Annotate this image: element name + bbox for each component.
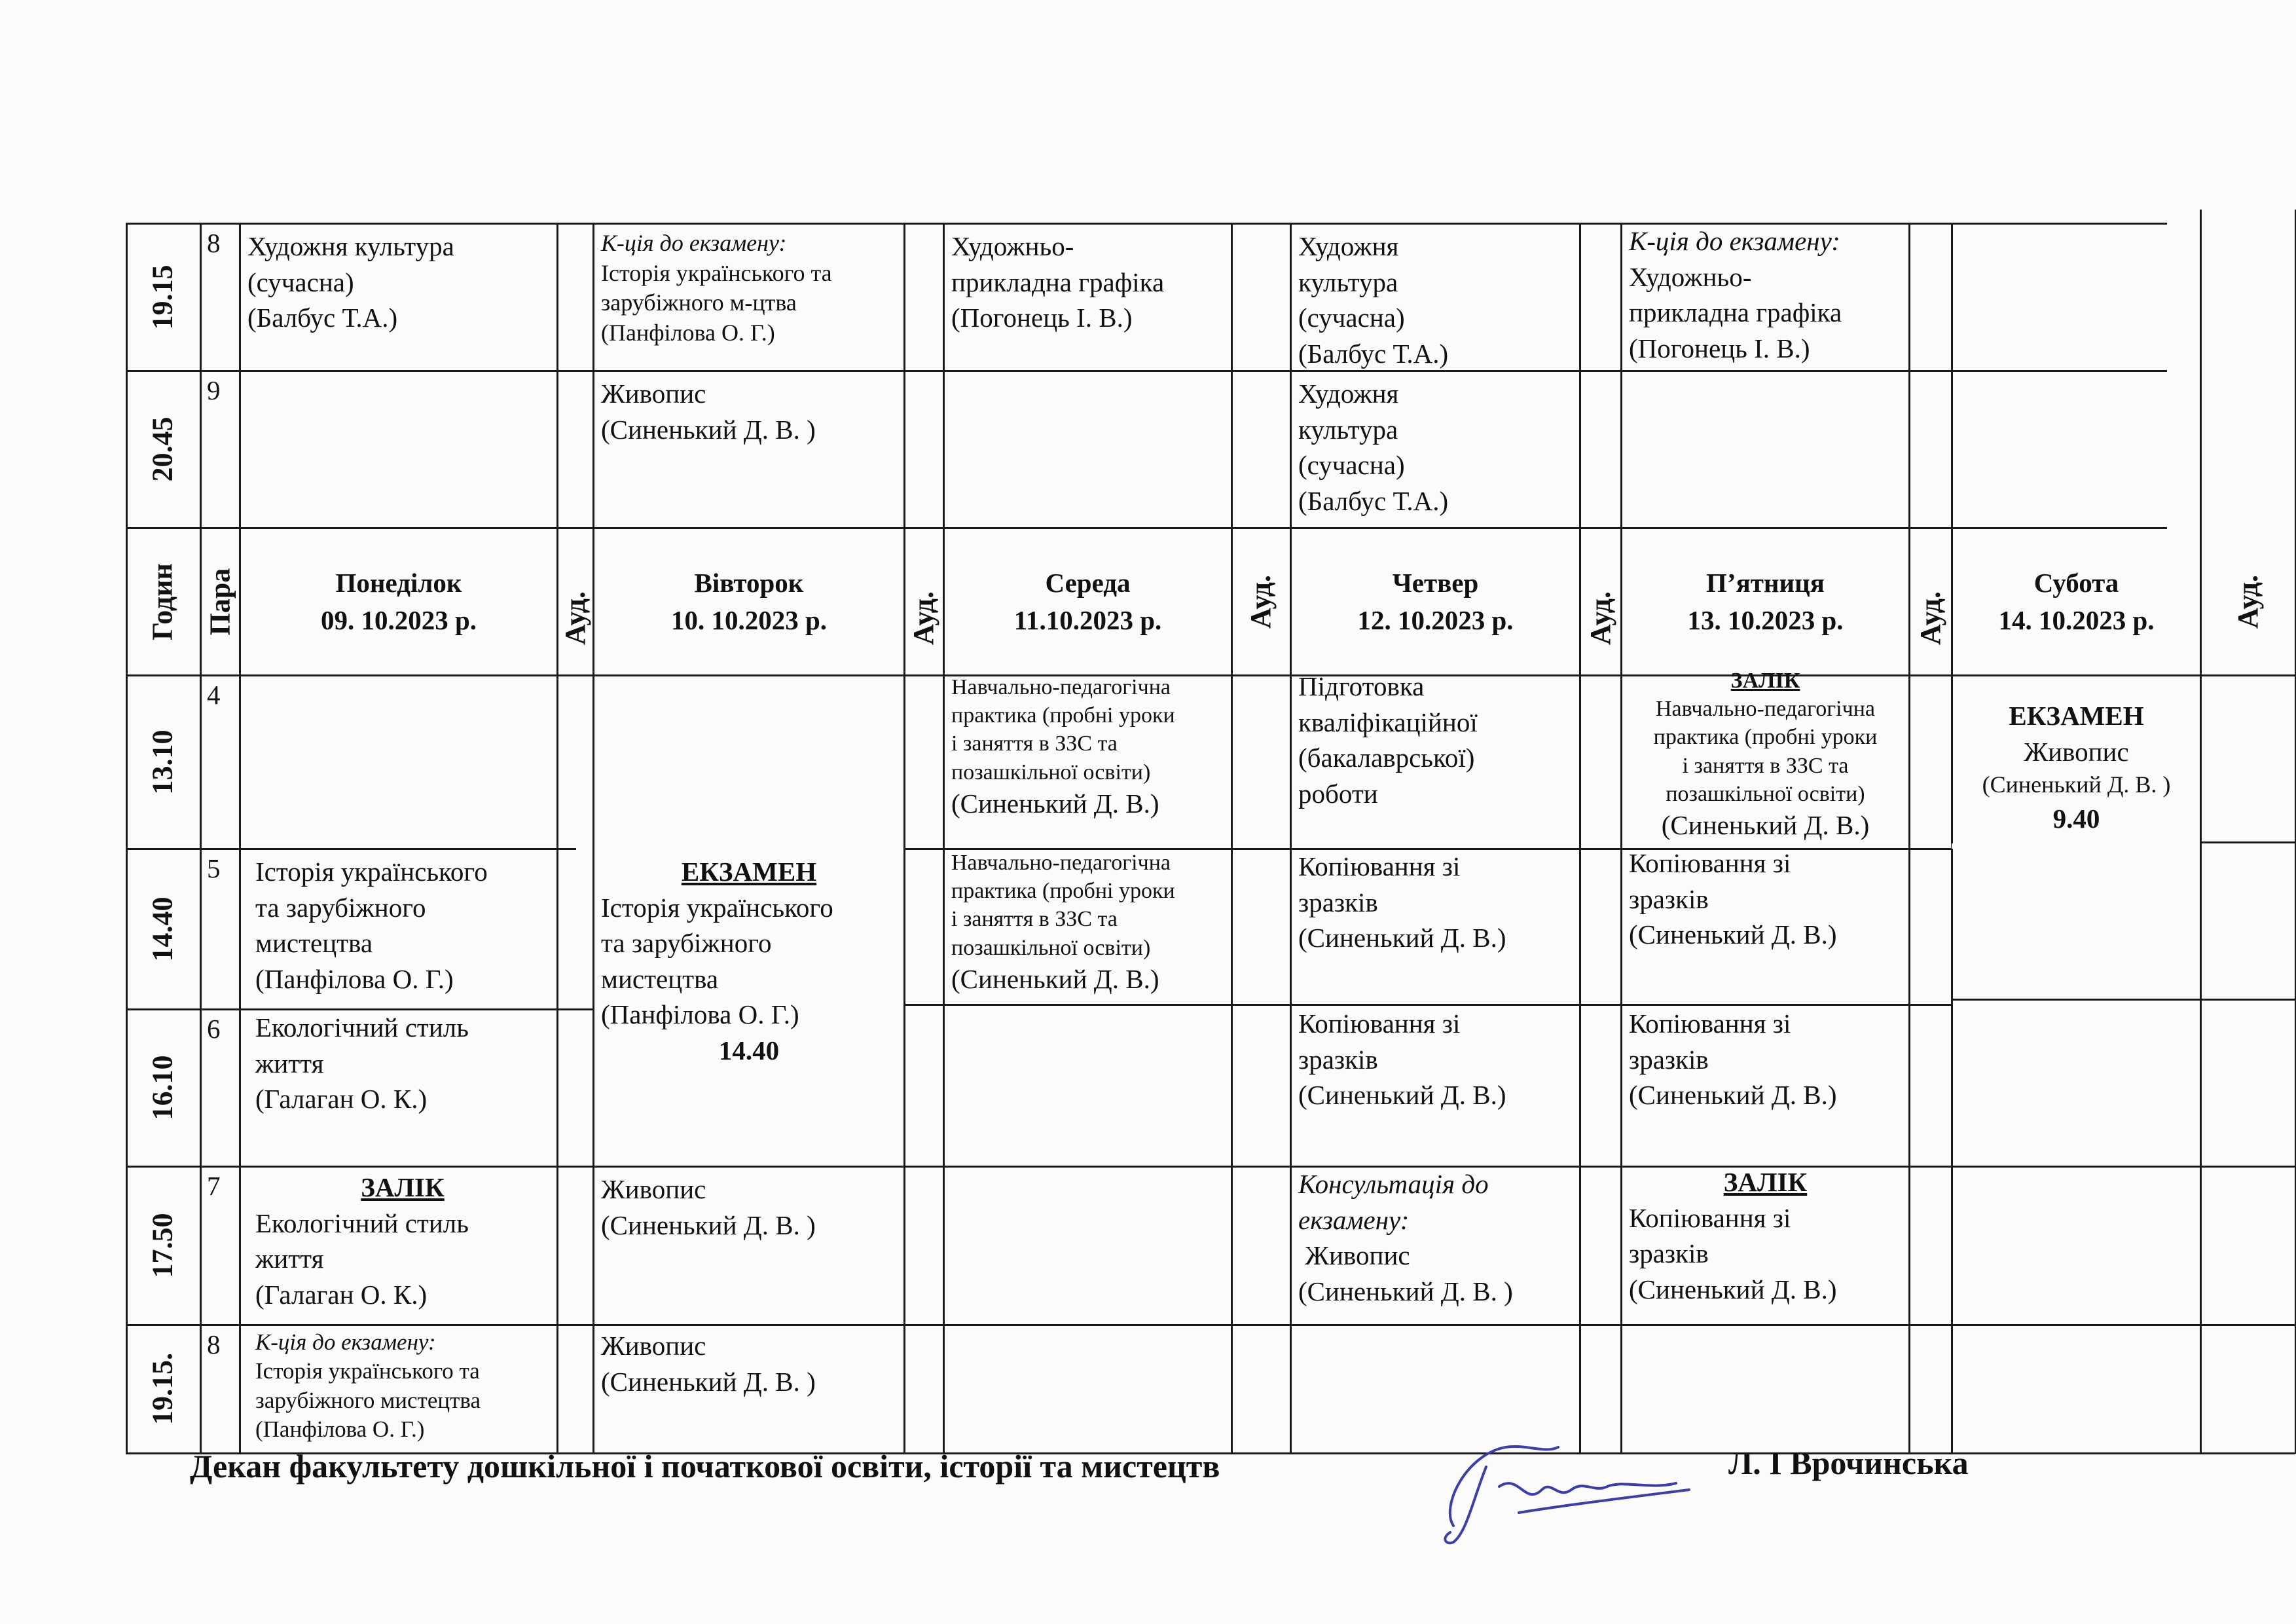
tuesday-lesson: Живопис (Синенький Д. В. ) [601,1174,816,1240]
monday-lesson: Художня культура (сучасна) (Балбус Т.А.) [247,231,454,333]
pair-number: 4 [207,680,221,710]
monday-lesson: Екологічний стиль життя (Галаган О. К.) [255,1012,469,1115]
friday-lesson: К-ція до екзамену: Художньо- прикладна графіка (Погонець І. В.) [1629,226,1842,363]
thursday-consultation: Консультація до екзамену: Живопис (Синенький Д. В. ) [1298,1169,1513,1306]
saturday-exam: ЕКЗАМЕН Живопис (Синенький Д. В. ) 9.40 [1982,701,2171,834]
friday-zalik: ЗАЛІК Навчально-педагогічна практика (пробні уроки і заняття в ЗЗС та позашкільної освіти) (Синенький Д. В.) [1653,669,1878,840]
pair-number: 9 [207,375,221,405]
thursday-lesson: Копіювання зі зразків (Синенький Д. В.) [1298,851,1506,953]
header-monday: Понеділок 09. 10.2023 р. [320,567,477,635]
header-saturday: Субота 14. 10.2023 р. [1998,567,2155,635]
dean-name: Л. І Врочинська [1728,1445,1969,1481]
header-friday: П’ятниця 13. 10.2023 р. [1687,567,1844,635]
header-aud: Ауд. [1914,591,1946,646]
wednesday-practice: Навчально-педагогічна практика (пробні уроки і заняття в ЗЗС та позашкільної освіти) (Синенький Д. В.) [951,675,1175,819]
dean-title: Декан факультету дошкільної і початкової освіти, історії та мистецтв [190,1448,1220,1485]
pair-number: 8 [207,1329,221,1359]
thursday-lesson: Художня культура (сучасна) (Балбус Т.А.) [1298,378,1449,516]
time-cell: 20.45 [146,416,179,482]
signature [1427,1428,1702,1552]
thursday-lesson: Копіювання зі зразків (Синенький Д. В.) [1298,1008,1506,1111]
header-aud: Ауд. [559,591,591,646]
time-cell: 17.50 [146,1213,179,1278]
pair-number: 8 [207,228,221,258]
monday-zalik: ЗАЛІК Екологічний стиль життя (Галаган О. К.) [255,1172,469,1310]
header-pair: Пара [204,568,236,636]
pair-number: 7 [207,1171,221,1201]
friday-lesson: Копіювання зі зразків (Синенький Д. В.) [1629,848,1837,950]
time-cell: 13.10 [146,729,179,795]
header-aud: Ауд. [907,591,939,646]
tuesday-exam: ЕКЗАМЕН Історія українського та зарубіжного мистецтва (Панфілова О. Г.) 14.40 [601,857,833,1065]
time-cell: 16.10 [146,1055,179,1120]
time-cell: 19.15 [146,265,179,330]
tuesday-lesson: Живопис (Синенький Д. В. ) [601,378,816,445]
header-thursday: Четвер 12. 10.2023 р. [1357,567,1514,635]
friday-lesson: Копіювання зі зразків (Синенький Д. В.) [1629,1008,1837,1111]
wednesday-practice: Навчально-педагогічна практика (пробні уроки і заняття в ЗЗС та позашкільної освіти) (Синенький Д. В.) [951,851,1175,994]
header-aud: Ауд. [2232,574,2264,629]
friday-zalik: ЗАЛІК Копіювання зі зразків (Синенький Д. В.) [1629,1167,1837,1304]
time-cell: 19.15. [146,1353,179,1425]
pair-number: 5 [207,853,221,883]
header-hours: Годин [146,563,179,640]
tuesday-lesson: Живопис (Синенький Д. В. ) [601,1331,816,1397]
header-aud: Ауд. [1245,574,1277,629]
header-wednesday: Середа 11.10.2023 р. [1013,567,1162,635]
thursday-lesson: Художня культура (сучасна) (Балбус Т.А.) [1298,231,1449,369]
header-aud: Ауд. [1584,591,1616,646]
tuesday-lesson: К-ція до екзамену: Історія українського та зарубіжного м-цтва (Панфілова О. Г.) [601,230,832,346]
pair-number: 6 [207,1014,221,1044]
time-cell: 14.40 [146,896,179,962]
thursday-thesis: Підготовка кваліфікаційної (бакалаврської) роботи [1298,671,1478,809]
header-tuesday: Вівторок 10. 10.2023 р. [670,567,828,635]
wednesday-lesson: Художньо- прикладна графіка (Погонець І. В.) [951,231,1165,333]
monday-lesson: Історія українського та зарубіжного мистецтва (Панфілова О. Г.) [255,857,488,994]
monday-lesson: К-ція до екзамену: Історія українського та зарубіжного мистецтва (Панфілова О. Г.) [255,1329,481,1443]
